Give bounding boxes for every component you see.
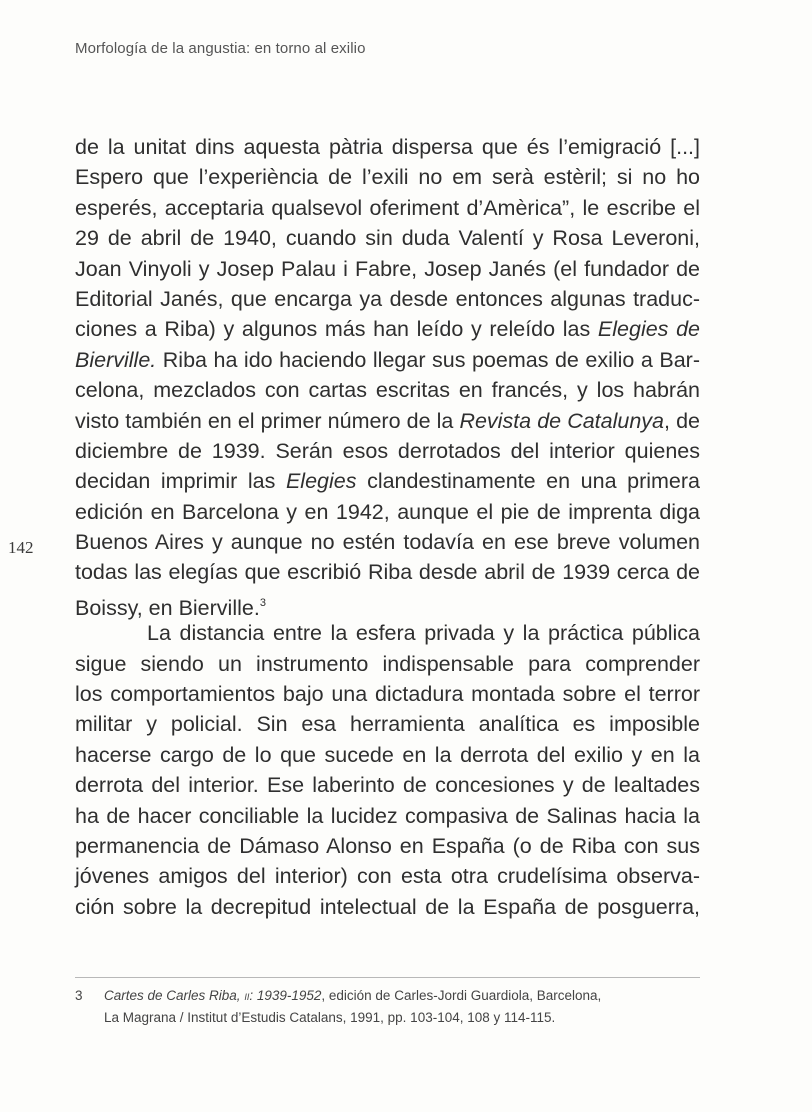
text-line [75, 466, 700, 496]
text-line: todas las elegías que escribió Riba desde abril de 1939 cerca de [75, 560, 700, 585]
footnote-book-title: Cartes de Carles Riba, [104, 988, 245, 1003]
text-run: visto también en el primer número de la [75, 408, 460, 433]
book-title-italic: Elegies de [597, 317, 700, 342]
text-line: celona, mezclados con cartas escritas en francés, y los habrán [75, 378, 700, 403]
text-line: ha de hacer conciliable la lucidez compasiva de Salinas hacia la [75, 803, 700, 828]
paragraph-1 [75, 132, 700, 618]
journal-title-italic: Revista de Catalunya [459, 408, 665, 433]
text-line [75, 345, 700, 375]
paragraph-2 [75, 618, 700, 922]
footnote-volume: II [244, 992, 250, 1002]
text-line: de la unitat dins aquesta pàtria dispersa que és l’emigració [...] [75, 135, 700, 159]
footnote [75, 986, 700, 1028]
text-line: permanencia de Dámaso Alonso en España (o de Riba con sus [75, 833, 700, 858]
footnote-number: 3 [75, 988, 83, 1003]
text-line: 29 de abril de 1940, cuando sin duda Valentí y Rosa Leveroni, [75, 226, 700, 251]
text-run: Riba ha ido haciendo llegar sus poemas de exilio a Bar- [156, 347, 700, 372]
text-line [75, 314, 700, 344]
text-line: derrota del interior. Ese laberinto de concesiones y de lealtades [75, 773, 700, 798]
text-line: edición en Barcelona y en 1942, aunque el pie de imprenta diga [75, 499, 700, 524]
footnote-title-end: : 1939-1952 [249, 988, 322, 1003]
text-run: decidan imprimir las [75, 469, 286, 494]
footnote-line: La Magrana / Institut d’Estudis Catalans, 1991, pp. 103-104, 108 y 114-115. [104, 1009, 556, 1025]
text-line: jóvenes amigos del interior) con esta otra crudelísima observa- [75, 864, 700, 889]
text-line: hacerse cargo de lo que sucede en la derrota del exilio y en la [75, 742, 700, 767]
text-line [75, 406, 700, 436]
footnote-divider [75, 977, 700, 978]
text-line: Buenos Aires y aunque no estén todavía en ese breve volumen [75, 530, 700, 555]
text-line: sigue siendo un instrumento indispensable para comprender [75, 651, 700, 676]
text-line: ción sobre la decrepitud intelectual de la España de posguerra, [75, 894, 700, 919]
text-line: los comportamientos bajo una dictadura montada sobre el terror [75, 682, 700, 707]
text-run: Boissy, en Bierville. [75, 595, 260, 620]
text-line: diciembre de 1939. Serán esos derrotados del interior quienes [75, 438, 700, 463]
page-number: 142 [8, 538, 34, 557]
text-line: esperés, acceptaria qualsevol oferiment d’Amèrica”, le escribe el [75, 195, 700, 220]
text-run: , de [664, 408, 700, 433]
text-line: Editorial Janés, que encarga ya desde entonces algunas traduc- [75, 286, 700, 311]
text-line [75, 588, 700, 618]
running-head: Morfología de la angustia: en torno al exilio [75, 40, 366, 57]
text-line: Joan Vinyoli y Josep Palau i Fabre, Josep Janés (el fundador de [75, 256, 700, 281]
book-title-italic: Bierville. [75, 347, 157, 372]
body-text [75, 132, 700, 922]
text-line: militar y policial. Sin esa herramienta analítica es imposible [75, 712, 700, 737]
footnote-line [75, 986, 700, 1008]
footnote-text: , edición de Carles-Jordi Guardiola, Barcelona, [321, 988, 602, 1003]
text-run: clandestinamente en una primera [356, 469, 700, 494]
text-run: ciones a Riba) y algunos más han leído y releído las [75, 317, 598, 342]
text-line: Espero que l’experiència de l’exili no em serà estèril; si no ho [75, 165, 700, 190]
book-title-italic: Elegies [285, 469, 357, 494]
text-line: La distancia entre la esfera privada y la práctica pública [147, 621, 700, 646]
footnote-ref[interactable]: 3 [259, 596, 266, 609]
